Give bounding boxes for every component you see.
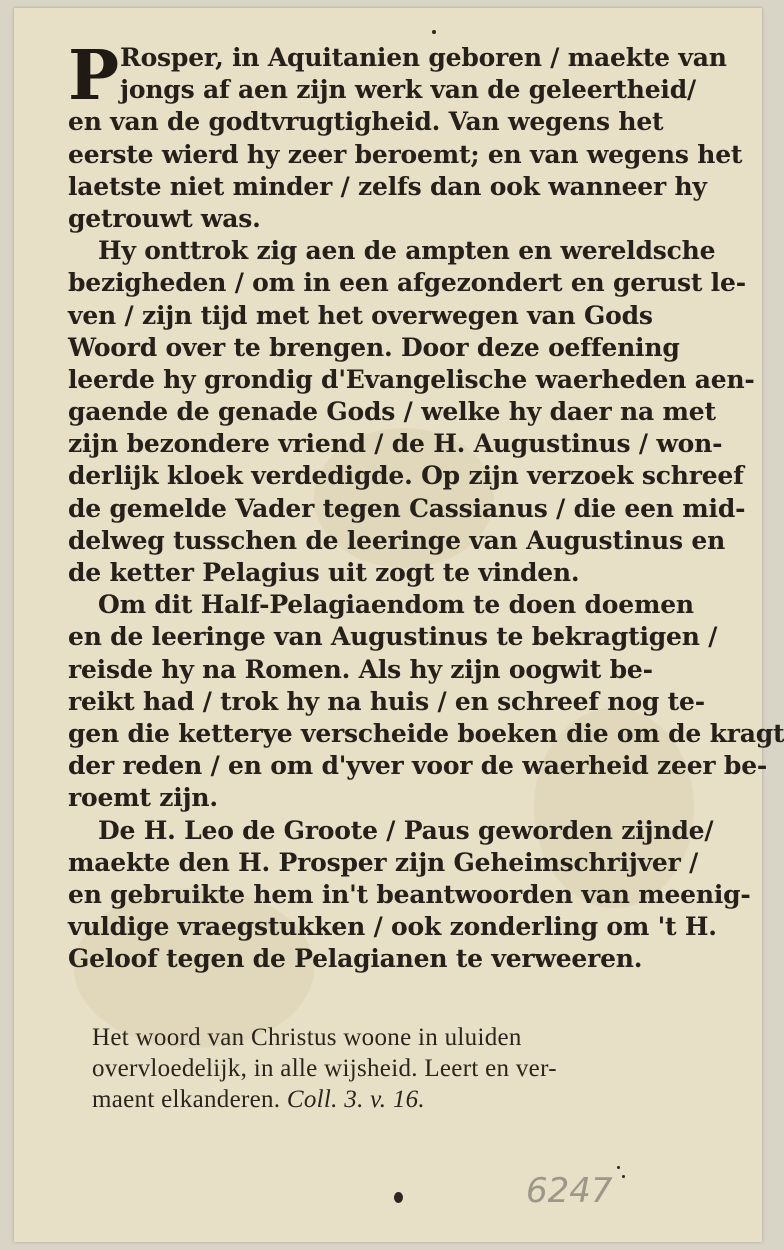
text-line: de gemelde Vader tegen Cassianus / die een mid- xyxy=(68,493,746,523)
text-line: gen die ketterye verscheide boeken die om de kragt xyxy=(68,718,784,748)
scripture-motto xyxy=(92,1022,702,1115)
motto-line: Het woord van Christus woone in uluiden xyxy=(92,1024,522,1051)
paragraph-1-cont xyxy=(68,106,743,235)
motto-line: overvloedelijk, in alle wijsheid. Leert en ver- xyxy=(92,1055,557,1082)
text-line: Woord over te brengen. Door deze oeffening xyxy=(68,332,680,362)
text-line: roemt zijn. xyxy=(68,783,218,813)
text-line: Rosper, in Aquitanien geboren / maekte van xyxy=(120,43,727,72)
text-line: Hy onttrok zig aen de ampten en wereldsche xyxy=(98,236,716,266)
text-line: leerde hy grondig d'Evangelische waerheden aen- xyxy=(68,364,755,394)
bible-reference: Coll. 3. v. 16. xyxy=(286,1086,425,1113)
text-line: laetste niet minder / zelfs dan ook wanneer hy xyxy=(68,171,707,201)
motto-text: maent elkanderen. xyxy=(92,1086,281,1113)
text-line: reisde hy na Romen. Als hy zijn oogwit be- xyxy=(68,654,653,684)
text-line: eerste wierd hy zeer beroemt; en van wegens het xyxy=(68,139,743,169)
text-line: De H. Leo de Groote / Paus geworden zijnde/ xyxy=(98,815,714,845)
text-line: gaende de genade Gods / welke hy daer na met xyxy=(68,397,716,427)
text-line: Geloof tegen de Pelagianen te verweeren. xyxy=(68,944,643,974)
paragraph-1 xyxy=(68,36,727,116)
ink-dot xyxy=(394,1192,403,1203)
text-line: vuldige vraegstukken / ook zonderling om 't H. xyxy=(68,912,717,942)
text-line: der reden / en om d'yver voor de waerheid zeer be- xyxy=(68,751,768,781)
main-text xyxy=(68,36,784,975)
paragraph-4 xyxy=(68,815,751,976)
text-line: en gebruikte hem in't beantwoorden van meenig- xyxy=(68,879,751,909)
paper-sheet xyxy=(14,8,784,1242)
paragraph-2 xyxy=(68,235,755,589)
text-line: maekte den H. Prosper zijn Geheimschrijver / xyxy=(68,847,699,877)
text-line: ven / zijn tijd met het overwegen van Gods xyxy=(68,300,653,330)
text-line: zijn bezondere vriend / de H. Augustinus / won- xyxy=(68,429,723,459)
text-line: jongs af aen zijn werk van de geleertheid/ xyxy=(120,75,696,105)
text-line: getrouwt was. xyxy=(68,203,261,233)
ink-dot xyxy=(432,30,436,34)
text-line: Om dit Half-Pelagiaendom te doen doemen xyxy=(98,590,694,620)
paragraph-3 xyxy=(68,589,784,814)
text-line: reikt had / trok hy na huis / en schreef nog te- xyxy=(68,686,705,716)
motto-line xyxy=(92,1084,702,1115)
text-line: delweg tusschen de leeringe van Augustinus en xyxy=(68,525,726,555)
drop-cap: P xyxy=(68,36,120,116)
text-line: en de leeringe van Augustinus te bekragtigen / xyxy=(68,622,718,652)
text-line: en van de godtvrugtigheid. Van wegens het xyxy=(68,107,664,137)
pencil-inventory-number: 6247 xyxy=(526,1171,613,1211)
ink-dot xyxy=(622,1175,625,1178)
text-line: derlijk kloek verdedigde. Op zijn verzoek schreef xyxy=(68,461,744,491)
text-line: de ketter Pelagius uit zogt te vinden. xyxy=(68,558,580,587)
ink-dot xyxy=(617,1166,620,1169)
text-line: bezigheden / om in een afgezondert en gerust le- xyxy=(68,268,746,298)
